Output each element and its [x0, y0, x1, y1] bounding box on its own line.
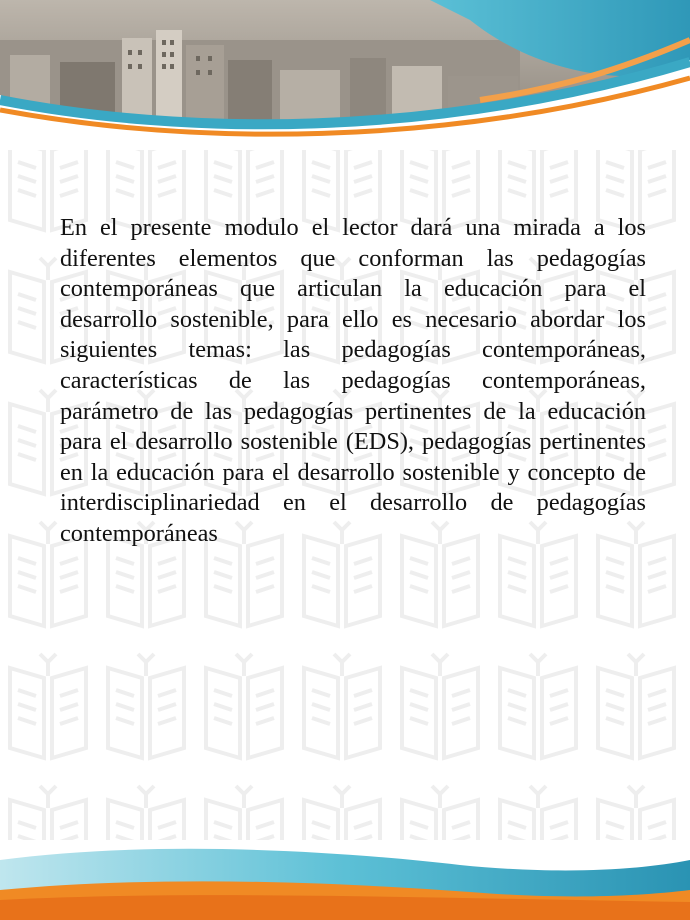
- header-banner: [0, 0, 690, 150]
- body-paragraph: En el presente modulo el lector dará una mirada a los diferentes elementos que conforman las pedagogías contemporáneas que articulan la educación para el desarrollo sostenible, para ello es necesario abordar los siguientes temas: las pedagogías contemporáneas, características de las pedagogías contemporáneas, parámetro de las pedagogías pertinentes de la educación para el desarrollo sostenible (EDS), pedagogías pertinentes en la educación para el desarrollo sostenible y concepto de interdisciplinariedad en el desarrollo de pedagogías contemporáneas: [60, 214, 646, 547]
- footer-banner: [0, 820, 690, 920]
